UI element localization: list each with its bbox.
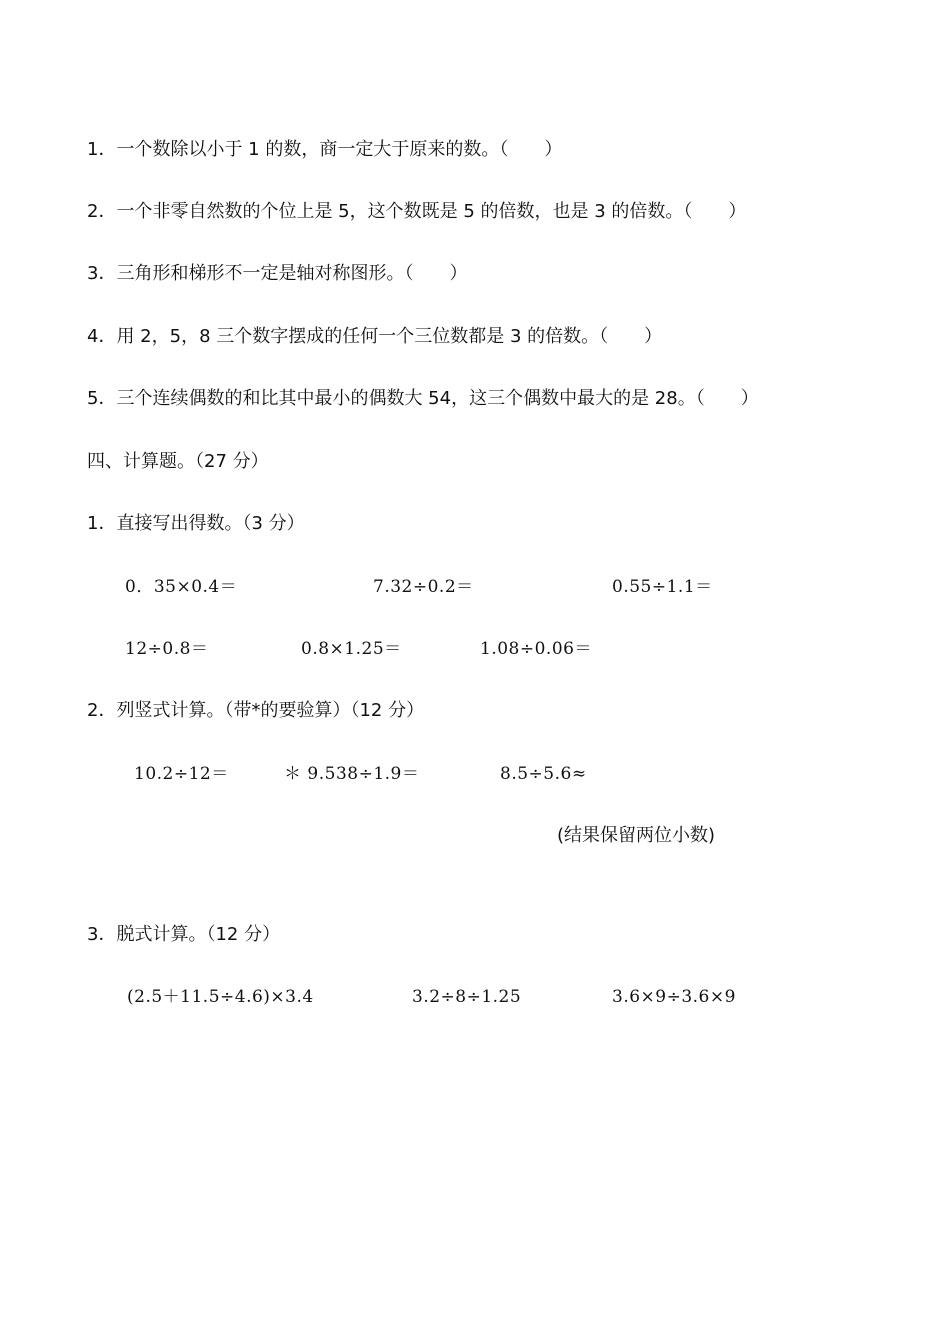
judgement-item-4: 4．用 2，5，8 三个数字摆成的任何一个三位数都是 3 的倍数。（ ） [87,326,663,347]
step-calc-expression: (2.5＋11.5÷4.6)×3.4 [127,987,314,1007]
judgement-item-2: 2．一个非零自然数的个位上是 5，这个数既是 5 的倍数，也是 3 的倍数。（ ） [87,201,747,222]
vertical-calc-expression: 8.5÷5.6≈ [500,764,587,784]
question-direct-answer-title: 1．直接写出得数。（3 分） [87,513,305,534]
step-calc-expression: 3.6×9÷3.6×9 [612,987,736,1007]
step-calc-expression: 3.2÷8÷1.25 [412,987,522,1007]
judgement-item-5: 5．三个连续偶数的和比其中最小的偶数大 54，这三个偶数中最大的是 28。（ ） [87,388,759,409]
oral-calc-expression: 0．35×0.4＝ [125,577,238,597]
question-step-calc-title: 3．脱式计算。（12 分） [87,924,281,945]
oral-calc-expression: 0.55÷1.1＝ [612,577,713,597]
oral-calc-expression: 0.8×1.25＝ [301,639,402,659]
rounding-note: (结果保留两位小数) [557,825,716,846]
oral-calc-expression: 7.32÷0.2＝ [373,577,474,597]
vertical-calc-expression: 10.2÷12＝ [134,764,229,784]
oral-calc-expression: 12÷0.8＝ [125,639,209,659]
vertical-calc-expression: ＊ 9.538÷1.9＝ [284,764,420,784]
question-vertical-calc-title: 2．列竖式计算。（带*的要验算）（12 分） [87,700,425,721]
judgement-item-1: 1．一个数除以小于 1 的数，商一定大于原来的数。（ ） [87,139,563,160]
section-title-calculation: 四、计算题。（27 分） [87,451,269,472]
oral-calc-expression: 1.08÷0.06＝ [480,639,592,659]
judgement-item-3: 3．三角形和梯形不一定是轴对称图形。（ ） [87,263,468,284]
